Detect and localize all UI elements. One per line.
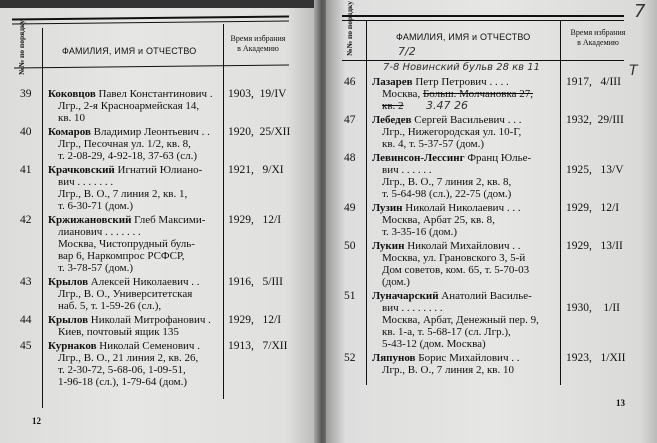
entry-text (372, 240, 529, 288)
entry-number: 51 (344, 290, 356, 302)
surname: Коковцов (48, 88, 96, 100)
entry-line-text: 1-96-18 (сл.), 1-79-64 (дом.) (58, 376, 188, 388)
page-number: 13 (616, 398, 625, 408)
election-date: 1925, 13/V (566, 164, 624, 176)
surname: Крылов (48, 314, 89, 326)
entry-number: 45 (20, 340, 32, 352)
name-column-header: ФАМИЛИЯ, ИМЯ и ОТЧЕСТВО (396, 32, 531, 42)
entry-line-text: т. 3-35-16 (дом.) (382, 226, 457, 238)
entry-line (48, 276, 200, 288)
election-date: 1923, 1/XII (566, 352, 626, 364)
entry-line-text: Павел Константинович . (98, 88, 213, 100)
entry-line-text: Лгр., Нижегородская ул. 10-Г, (382, 126, 522, 138)
entry-line (372, 126, 521, 138)
top-double-rule (12, 16, 289, 21)
entry-line-text: Лгр., В. О., 21 линия 2, кв. 26, (58, 352, 199, 364)
date-header-line2: в Академию (577, 38, 619, 47)
entry-line (48, 176, 202, 188)
entry-line-text: Глеб Максими- (134, 214, 206, 226)
handwritten-phone-note: 3.47 26 (426, 99, 468, 112)
entry-number: 40 (20, 126, 32, 138)
entry-line-text: 5-43-12 (дом. Москва) (382, 338, 486, 350)
entry-line (48, 288, 200, 300)
struck-text: Больш. Молчановка 27, (422, 88, 534, 100)
entry-line-text: Петр Петрович . . . . (415, 76, 509, 88)
entry-line (48, 150, 210, 162)
entry-line (372, 214, 521, 226)
entry-line-text: Лгр., Песочная ул. 1/2, кв. 8, (58, 138, 191, 150)
entry-line (372, 114, 521, 126)
entry-line-text: Сергей Васильевич . . . (414, 114, 522, 126)
date-header-line1: Время избрания (570, 28, 626, 37)
entry-line-text: Игнатий Юлиано- (117, 164, 203, 176)
entry-number: 50 (344, 240, 356, 252)
entry-line (48, 314, 211, 326)
entry-number: 44 (20, 314, 32, 326)
entry-number: 52 (344, 352, 356, 364)
column-divider (560, 20, 561, 385)
entry-line (48, 238, 205, 250)
entry-line-text: т. 6-30-71 (дом.) (58, 200, 133, 212)
entry-line (48, 126, 210, 138)
entry-line-text: Николай Митрофанович . (90, 314, 211, 326)
entry-line (372, 352, 519, 364)
entry-number: 46 (344, 76, 356, 88)
election-date: 1913, 7/XII (228, 340, 288, 352)
handwritten-header-note: 7/2 (398, 45, 416, 58)
entry-line-text: Москва, Арбат, Денежный пер. 9, (382, 314, 539, 326)
entry-line (372, 276, 529, 288)
num-column-header: №№ по порядку (17, 20, 26, 75)
entry-line-text: кв. 1-а, т. 5-68-17 (сл. Лгр.), (382, 326, 511, 338)
entry-line (48, 262, 205, 274)
entry-number: 41 (20, 164, 32, 176)
entry-line-text: т. 5-64-98 (сл.), 22-75 (дом.) (382, 188, 512, 200)
entry-line-text: Москва, Чистопрудный буль- (58, 238, 195, 250)
election-date: 1932, 29/III (566, 114, 624, 126)
entry-line (372, 138, 521, 150)
entry-line-text: вич . . . . . . (382, 164, 432, 176)
entry-line-text: Анатолий Василье- (441, 290, 532, 302)
header-bottom-rule (14, 65, 289, 69)
entry-text (48, 214, 205, 274)
entry-line (48, 364, 200, 376)
entry-line-text: т. 3-78-57 (дом.) (58, 262, 133, 274)
entry-line-text: Лгр., В. О., 7 линия 2, кв. 8, (382, 176, 512, 188)
election-date: 1903, 19/IV (228, 88, 287, 100)
entry-line-text: кв. 4, т. 5-37-57 (дом.) (382, 138, 485, 150)
entry-line (48, 340, 200, 352)
top-rule (12, 21, 289, 25)
entry-text (372, 152, 531, 200)
election-date: 1929, 12/I (566, 202, 620, 214)
entry-number: 47 (344, 114, 356, 126)
left-page (0, 0, 318, 443)
surname: Лукин (372, 240, 405, 252)
surname: Крачковский (48, 164, 115, 176)
entry-text (372, 290, 539, 350)
entry-number: 49 (344, 202, 356, 214)
entry-line (372, 202, 521, 214)
top-double-rule (342, 15, 624, 17)
entry-line (372, 226, 521, 238)
entry-line (372, 290, 539, 302)
handwritten-margin-mark: Т (629, 63, 638, 79)
election-date: 1916, 5/III (228, 276, 283, 288)
entry-line-text: Франц Юлье- (467, 152, 532, 164)
entry-text (372, 352, 519, 376)
entry-number: 48 (344, 152, 356, 164)
handwritten-address-note: 7-8 Новинский бульв 28 кв 11 (383, 62, 540, 73)
surname: Кржижановский (48, 214, 132, 226)
right-page (326, 0, 657, 443)
entry-text (372, 114, 521, 150)
entry-line (48, 326, 211, 338)
scan-edge (0, 0, 318, 8)
entry-line (372, 252, 529, 264)
surname: Луначарский (372, 290, 439, 302)
entry-text (48, 126, 210, 162)
entry-text (372, 202, 521, 238)
column-divider (42, 28, 43, 408)
surname: Курнаков (48, 340, 97, 352)
entry-line-text: Лгр., В. О., Университетская (58, 288, 193, 300)
entry-line-text: Николай Семенович . (99, 340, 200, 352)
entry-line-text: т. 2-08-29, 4-92-18, 37-63 (сл.) (58, 150, 197, 162)
election-date: 1929, 12/I (228, 314, 282, 326)
column-divider (366, 20, 367, 385)
election-date: 1921, 9/XI (228, 164, 284, 176)
election-date: 1920, 25/XII (228, 126, 291, 138)
entry-line-text: Алексей Николаевич . . (90, 276, 200, 288)
entry-line-text: Дом советов, ком. 65, т. 5-70-03 (382, 264, 530, 276)
entry-line (48, 300, 200, 312)
entry-line (48, 250, 205, 262)
entry-line (372, 364, 519, 376)
entry-line (372, 264, 529, 276)
entry-line-text: вич . . . . . . . . (382, 302, 443, 314)
date-column-header (562, 28, 634, 48)
entry-line (372, 152, 531, 164)
entry-line (48, 164, 202, 176)
entry-line (372, 164, 531, 176)
entry-line (372, 176, 531, 188)
entry-text (48, 340, 200, 388)
entry-number: 42 (20, 214, 32, 226)
entry-line (48, 214, 205, 226)
surname: Ляпунов (372, 352, 416, 364)
entry-line-text: вар 6, Наркомпрос РСФСР, (58, 250, 185, 262)
entry-text (48, 88, 213, 124)
entry-line (372, 240, 529, 252)
surname: Комаров (48, 126, 91, 138)
date-header-line1: Время избрания (230, 34, 286, 43)
entry-line-text: Борис Михайлович . . (418, 352, 520, 364)
entry-line-text: (дом.) (382, 276, 410, 288)
entry-line (48, 200, 202, 212)
entry-line-text: Николай Михайлович . . (407, 240, 521, 252)
entry-number: 39 (20, 88, 32, 100)
surname: Левинсон-Лессинг (372, 152, 465, 164)
election-date: 1917, 4/III (566, 76, 621, 88)
entry-line-text: вич . . . . . . . (58, 176, 114, 188)
entry-line-text: Москва, Арбат 25, кв. 8, (382, 214, 495, 226)
entry-text (48, 164, 202, 212)
entry-line-text: лианович . . . . . . . (58, 226, 141, 238)
entry-line (48, 226, 205, 238)
handwritten-corner-number: 7 (634, 1, 646, 22)
page-number: 12 (32, 416, 41, 426)
entry-line (372, 338, 539, 350)
entry-line (372, 188, 531, 200)
entry-line (372, 326, 539, 338)
election-date: 1929, 12/I (228, 214, 282, 226)
entry-line-text: Лгр., В. О., 7 линия 2, кв. 10 (382, 364, 514, 376)
entry-line-text: Киев, почтовый ящик 135 (58, 326, 179, 338)
num-column-header: №№ по порядку (345, 1, 354, 56)
surname: Крылов (48, 276, 89, 288)
entry-line (372, 76, 533, 88)
entry-line-text: Лгр., 2-я Красноармейская 14, (58, 100, 200, 112)
entry-line-text: наб. 5, т. 1-59-26 (сл.), (58, 300, 162, 312)
name-column-header: ФАМИЛИЯ, ИМЯ и ОТЧЕСТВО (62, 46, 197, 56)
entry-line (48, 188, 202, 200)
election-date: 1929, 13/II (566, 240, 623, 252)
entry-line (372, 302, 539, 314)
entry-line-text: Лгр., В. О., 7 линия 2, кв. 1, (58, 188, 188, 200)
election-date: 1930, 1/II (566, 302, 620, 314)
surname: Лазарев (372, 76, 413, 88)
entry-line-text: Николай Николаевич . . . (405, 202, 521, 214)
date-header-line2: в Академию (237, 44, 279, 53)
entry-line-text: Владимир Леонтьевич . . (93, 126, 210, 138)
entry-line (48, 138, 210, 150)
header-bottom-rule (342, 60, 624, 61)
entry-line (48, 352, 200, 364)
column-divider (223, 24, 224, 399)
entry-line-text: Москва, (382, 88, 423, 100)
surname: Лузин (372, 202, 403, 214)
entry-line-text: кв. 10 (58, 112, 86, 124)
entry-line (372, 314, 539, 326)
entry-line (48, 376, 200, 388)
surname: Лебедев (372, 114, 412, 126)
entry-line (48, 112, 213, 124)
entry-line-text: Москва, ул. Грановского 3, 5-й (382, 252, 526, 264)
entry-line-text: т. 2-30-72, 5-68-06, 1-09-51, (58, 364, 186, 376)
entry-number: 43 (20, 276, 32, 288)
date-column-header (224, 34, 292, 54)
struck-text: кв. 2 (382, 100, 404, 112)
entry-line (48, 88, 213, 100)
entry-line (48, 100, 213, 112)
entry-text (48, 276, 200, 312)
entry-text (48, 314, 211, 338)
top-rule (342, 20, 624, 21)
